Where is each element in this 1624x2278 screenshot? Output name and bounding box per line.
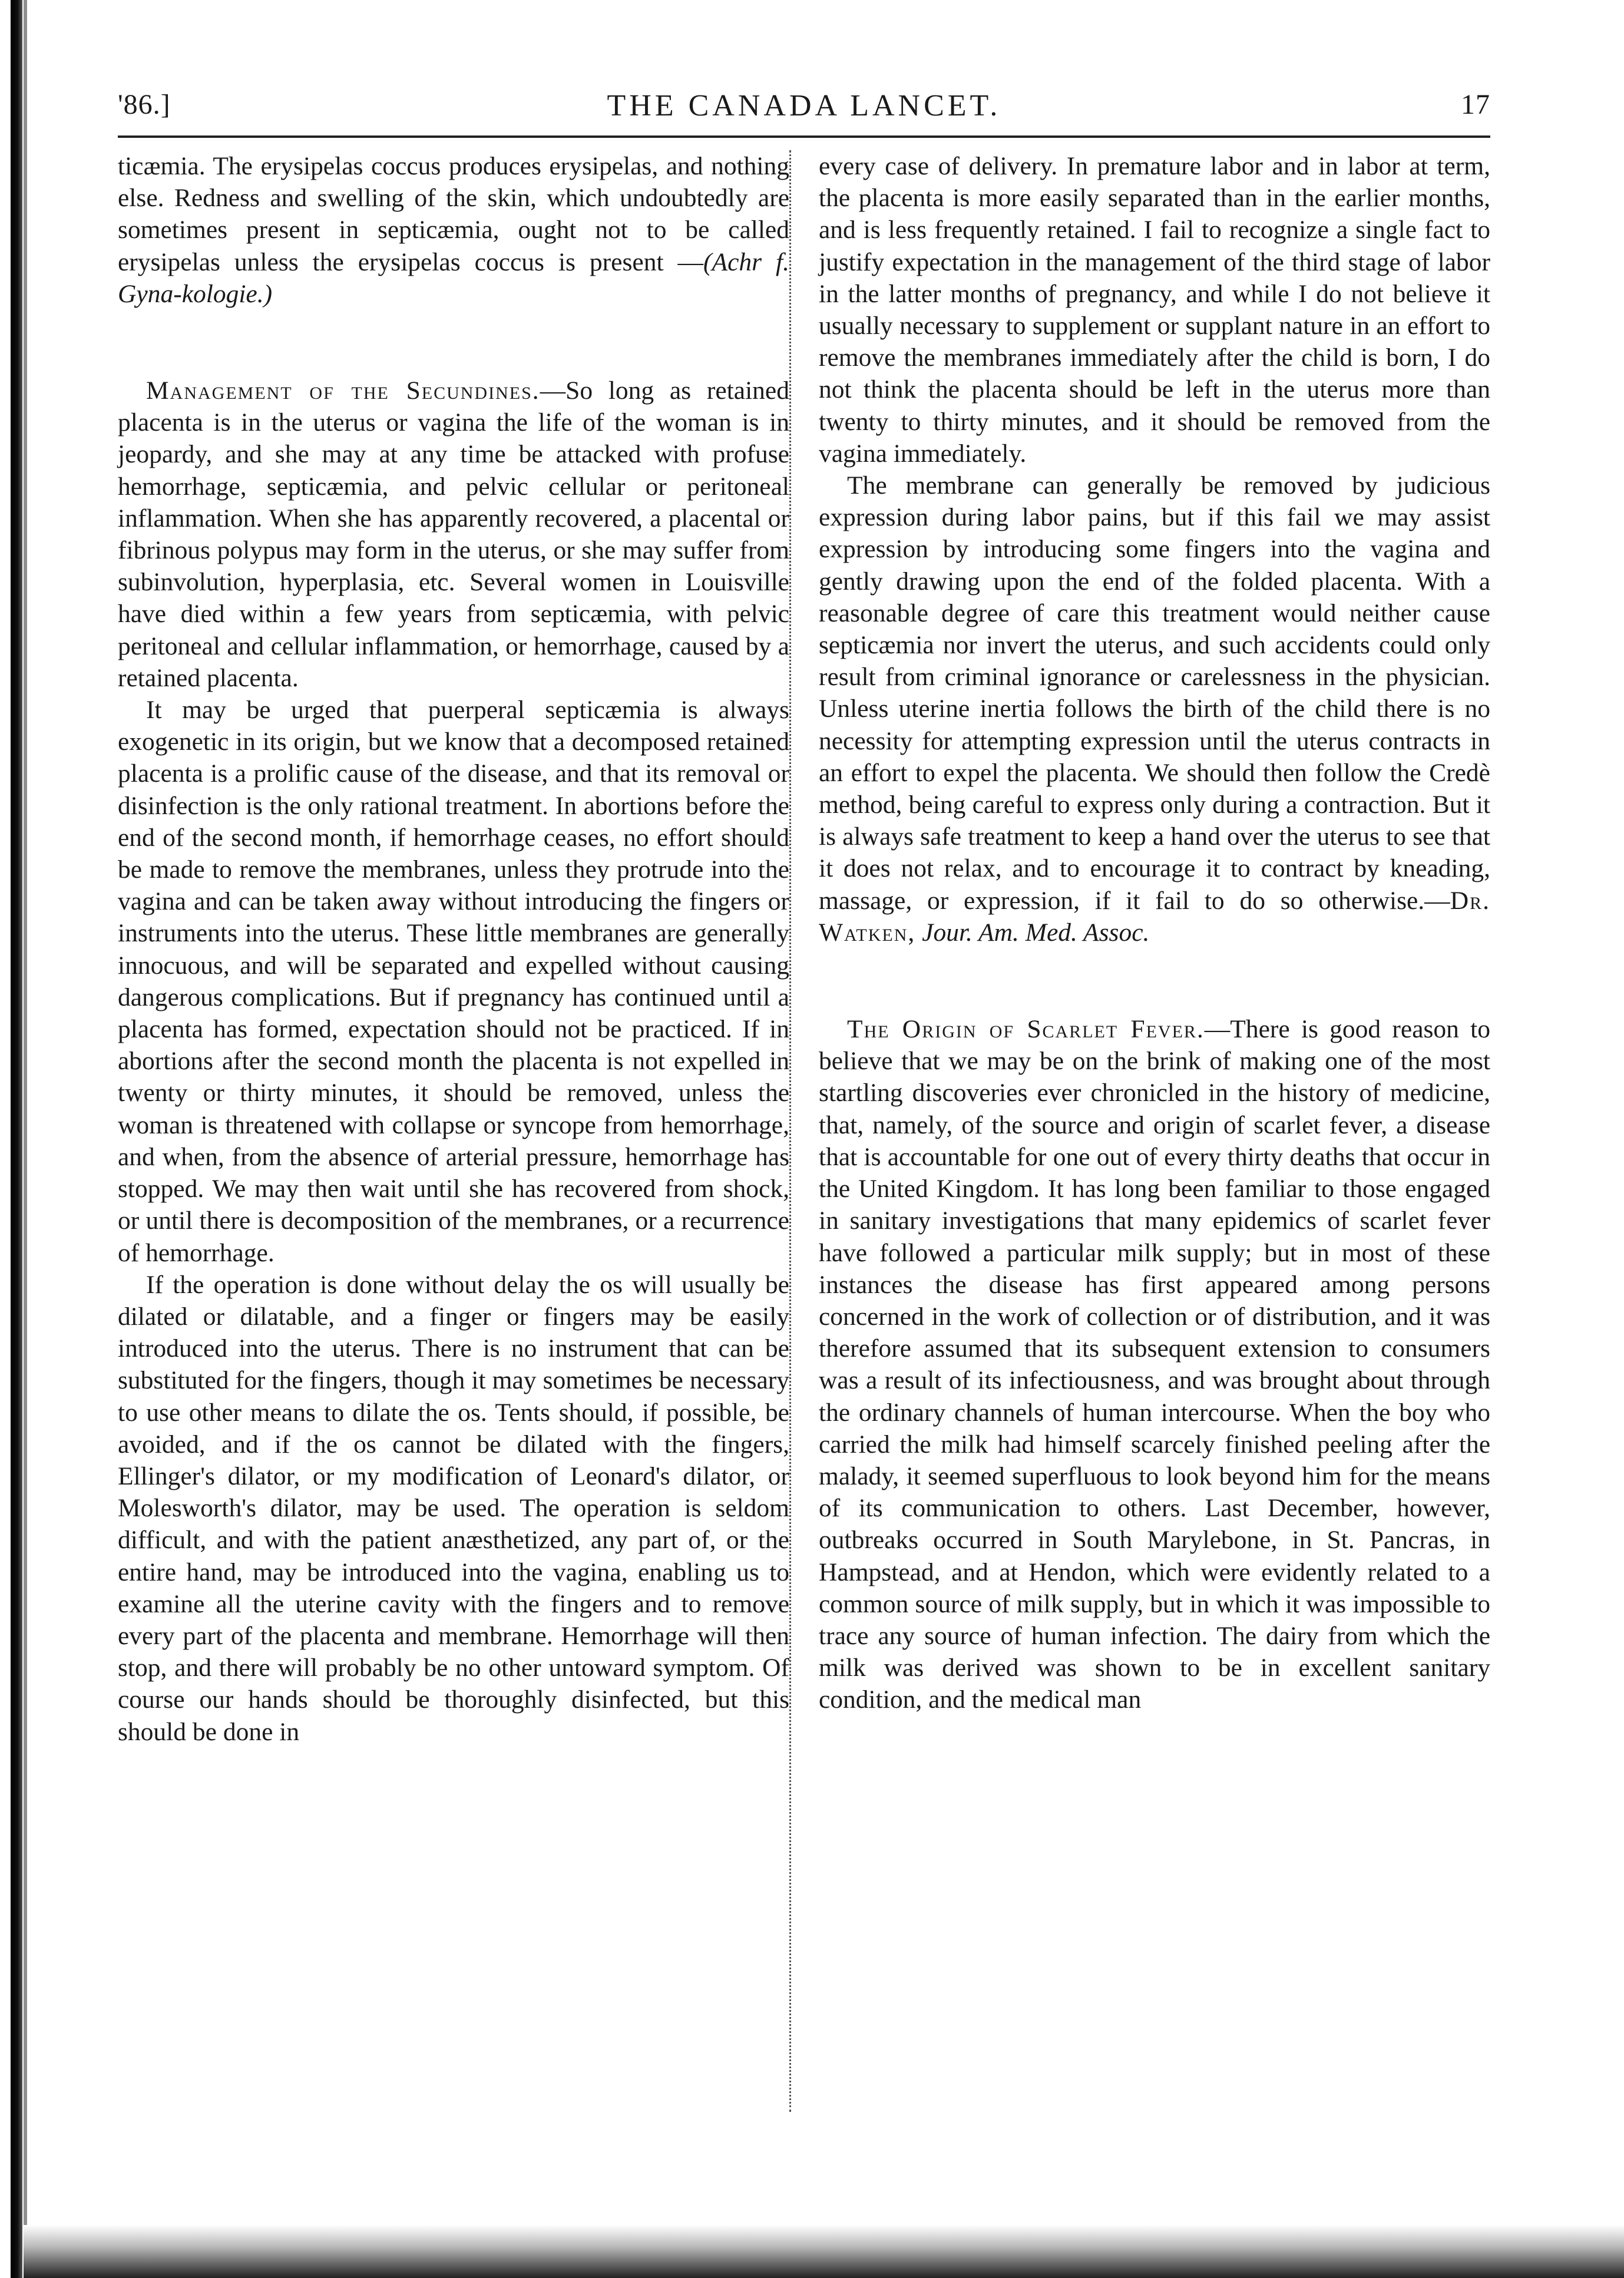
book-spine-edge bbox=[24, 0, 27, 2278]
paragraph-text: ticæmia. The erysipelas coccus produces erysipelas, and nothing else. Redness and swelling of the skin, which undoubtedly are sometimes present in septicæmia, ought not to be called erysipelas unless the erysipelas coccus is present — bbox=[118, 152, 789, 276]
citation: Jour. Am. Med. Assoc. bbox=[922, 918, 1150, 947]
paragraph bbox=[819, 470, 1490, 948]
author-name: Dr. Watken, bbox=[819, 886, 1490, 947]
paragraph-text: —There is good reason to believe that we may be on the brink of making one of the most startling discoveries ever chronicled in the history of medicine, that, namely, of the source and origin of scarlet fever, a disease that is accountable for one out of every thirty deaths that occur in the United Kingdom. It has long been familiar to those engaged in sanitary investigations that many epidemics of scarlet fever have followed a particular milk supply; but in most of these instances the disease has first appeared among persons concerned in the work of collection or of distribution, and it was therefore assumed that its subsequent extension to consumers was a result of its infectiousness, and was brought about through the ordinary channels of human intercourse. When the boy who carried the milk had himself scarcely finished peeling after the malady, it seemed superfluous to look beyond him for the means of its communication to others. Last December, however, outbreaks occurred in South Marylebone, in St. Pancras, in Hampstead, and at Hendon, which were evidently related to a common source of milk supply, but in which it was impossible to trace any source of human infection. The dairy from which the milk was derived was shown to be in excellent sanitary condition, and the medical man bbox=[819, 1015, 1490, 1714]
page-number: 17 bbox=[1461, 89, 1490, 120]
header-year: '86.] bbox=[118, 89, 171, 120]
paragraph-text: The membrane can generally be removed by judicious expression during labor pains, but if this fail we may assist expression by introducing some fingers into the vagina and gently drawing upon the end of the folded placenta. With a reasonable degree of care this treatment would neither cause septicæmia nor invert the uterus, and such accidents could only result from criminal ignorance or carelessness in the physician. Unless uterine inertia follows the birth of the child there is no necessity for attempting expression until the uterus contracts in an effort to expel the placenta. We should then follow the Credè method, being careful to express only during a contraction. But it is always safe treatment to keep a hand over the uterus to see that it does not relax, and to encourage it to contract by kneading, massage, or expression, if it fail to do so otherwise.— bbox=[819, 471, 1490, 915]
right-column bbox=[819, 150, 1490, 2212]
paragraph bbox=[118, 150, 789, 310]
paragraph bbox=[118, 375, 789, 694]
paragraph: every case of delivery. In premature labor and in labor at term, the placenta is more easily separated than in the earlier months, and is less frequently retained. I fail to recognize a single fact to justify expectation in the management of the third stage of labor in the latter months of pregnancy, and while I do not believe it usually necessary to supplement or supplant nature in an effort to remove the membranes immediately after the child is born, I do not think the placenta should be left in the uterus more than twenty to thirty minutes, and it should be removed from the vagina immediately. bbox=[819, 152, 1490, 468]
header-rule bbox=[118, 135, 1490, 138]
page-bottom-shadow bbox=[24, 2225, 1624, 2278]
column-divider bbox=[789, 150, 791, 2112]
paragraph: It may be urged that puerperal septicæmia is always exogenetic in its origin, but we know that a decomposed retained placenta is a prolific cause of the disease, and that its removal or disinfection is the only rational treatment. In abortions before the end of the second month, if hemorrhage ceases, no effort should be made to remove the membranes, unless they protrude into the vagina and can be taken away without introducing the fingers or instruments into the uterus. These little membranes are generally innocuous, and will be separated and expelled without causing dangerous complications. But if pregnancy has continued until a placenta has formed, expectation should not be practiced. If in abortions after the second month the placenta is not expelled in twenty or thirty minutes, it should be removed, unless the woman is threatened with collapse or syncope from hemorrhage, and when, from the absence of arterial pressure, hemorrhage has stopped. We may then wait until she has recovered from shock, or until there is decomposition of the membranes, or a recurrence of hemorrhage. bbox=[118, 696, 789, 1267]
journal-title: THE CANADA LANCET. bbox=[607, 89, 1001, 123]
left-column bbox=[118, 150, 789, 2212]
citation: (Achr f. Gyna-kologie.) bbox=[118, 247, 789, 308]
section-heading: The Origin of Scarlet Fever. bbox=[847, 1015, 1205, 1044]
paragraph bbox=[819, 1013, 1490, 1715]
paragraph-text: —So long as retained placenta is in the uterus or vagina the life of the woman is in jeopardy, and she may at any time be attacked with profuse hemorrhage, septicæmia, and pelvic cellular or peritoneal inflammation. When she has apparently recovered, a placental or fibrinous polypus may form in the uterus, or she may suffer from subinvolution, hyperplasia, etc. Several women in Louisville have died within a few years from septicæmia, with pelvic peritoneal and cellular inflammation, or hemorrhage, caused by a retained placenta. bbox=[118, 376, 789, 692]
section-heading: Management of the Secundines. bbox=[146, 376, 540, 405]
paragraph: If the operation is done without delay the os will usually be dilated or dilatable, and a finger or fingers may be easily introduced into the uterus. There is no instrument that can be substituted for the fingers, though it may sometimes be necessary to use other means to dilate the os. Tents should, if possible, be avoided, and if the os cannot be dilated with the fingers, Ellinger's dilator, or my modification of Leonard's dilator, or Molesworth's dilator, may be used. The operation is seldom difficult, and with the patient anæsthetized, any part of, or the entire hand, may be introduced into the vagina, enabling us to examine all the uterine cavity with the fingers and to remove every part of the placenta and membrane. Hemorrhage will then stop, and there will probably be no other untoward symptom. Of course our hands should be thoroughly disinfected, but this should be done in bbox=[118, 1270, 789, 1746]
book-spine-shadow bbox=[11, 0, 22, 2278]
running-header bbox=[118, 88, 1490, 141]
